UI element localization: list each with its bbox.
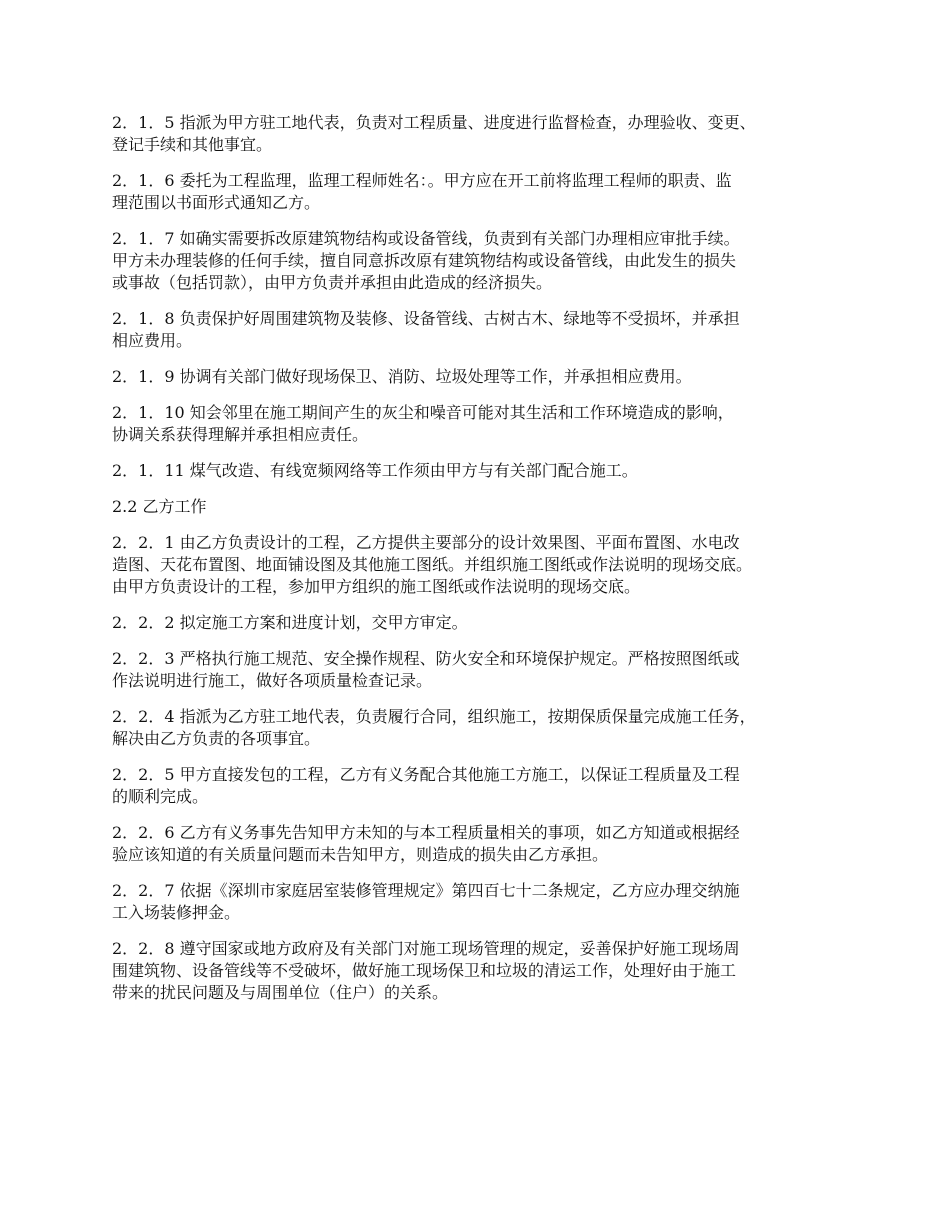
paragraph-line: 协调关系获得理解并承担相应责任。 [112, 425, 369, 444]
paragraph [112, 308, 840, 352]
paragraph-line: 或事故（包括罚款），由甲方负责并承担由此造成的经济损失。 [112, 273, 553, 292]
paragraph-line: 2．1．10 知会邻里在施工期间产生的灰尘和噪音可能对其生活和工作环境造成的影响， [112, 403, 734, 422]
paragraph [112, 938, 840, 1004]
paragraph [112, 706, 840, 750]
paragraph-line: 2．2．4 指派为乙方驻工地代表，负责履行合同，组织施工，按期保质保量完成施工任务， [112, 707, 756, 726]
paragraph [112, 612, 840, 634]
paragraph-line: 2．1．8 负责保护好周围建筑物及装修、设备管线、古树古木、绿地等不受损坏，并承担 [112, 309, 740, 328]
paragraph-line: 理范围以书面形式通知乙方。 [112, 193, 321, 212]
paragraph [112, 366, 840, 388]
paragraph-line: 相应费用。 [112, 331, 193, 350]
paragraph-line: 2．1．11 煤气改造、有线宽频网络等工作须由甲方与有关部门配合施工。 [112, 461, 638, 480]
paragraph-line: 由甲方负责设计的工程，参加甲方组织的施工图纸或作法说明的现场交底。 [112, 577, 641, 596]
paragraph-line: 解决由乙方负责的各项事宜。 [112, 729, 321, 748]
paragraph [112, 880, 840, 924]
paragraph-line: 2．2．6 乙方有义务事先告知甲方未知的与本工程质量相关的事项，如乙方知道或根据经 [112, 823, 740, 842]
paragraph-line: 的顺利完成。 [112, 787, 209, 806]
paragraph-line: 造图、天花布置图、地面铺设图及其他施工图纸。并组织施工图纸或作法说明的现场交底。 [112, 555, 753, 574]
paragraph [112, 496, 840, 518]
paragraph-line: 2．2．2 拟定施工方案和进度计划，交甲方审定。 [112, 613, 468, 632]
paragraph [112, 170, 840, 214]
paragraph-line: 带来的扰民问题及与周围单位（住户）的关系。 [112, 983, 449, 1002]
paragraph-line: 围建筑物、设备管线等不受破坏，做好施工现场保卫和垃圾的清运工作，处理好由于施工 [112, 961, 737, 980]
paragraph-line: 2．2．1 由乙方负责设计的工程，乙方提供主要部分的设计效果图、平面布置图、水电改 [112, 533, 740, 552]
paragraph [112, 228, 840, 294]
paragraph-line: 2．2．3 严格执行施工规范、安全操作规程、防火安全和环境保护规定。严格按照图纸或 [112, 649, 740, 668]
paragraph [112, 764, 840, 808]
paragraph-line: 2．1．7 如确实需要拆改原建筑物结构或设备管线，负责到有关部门办理相应审批手续。 [112, 229, 740, 248]
paragraph-line: 2.2 乙方工作 [112, 497, 207, 516]
paragraph [112, 402, 840, 446]
paragraph-line: 2．2．8 遵守国家或地方政府及有关部门对施工现场管理的规定，妥善保护好施工现场周 [112, 939, 740, 958]
paragraph-line: 验应该知道的有关质量问题而未告知甲方，则造成的损失由乙方承担。 [112, 845, 609, 864]
document-body [112, 112, 840, 1018]
paragraph [112, 648, 840, 692]
paragraph-line: 2．1．6 委托为工程监理，监理工程师姓名：。甲方应在开工前将监理工程师的职责、监 [112, 171, 732, 190]
paragraph-line: 甲方未办理装修的任何手续，擅自同意拆改原有建筑物结构或设备管线，由此发生的损失 [112, 251, 737, 270]
paragraph-line: 2．1．9 协调有关部门做好现场保卫、消防、垃圾处理等工作，并承担相应费用。 [112, 367, 692, 386]
paragraph-line: 2．1．5 指派为甲方驻工地代表，负责对工程质量、进度进行监督检查，办理验收、变更、 [112, 113, 756, 132]
paragraph-line: 登记手续和其他事宜。 [112, 135, 273, 154]
paragraph-line: 2．2．7 依据《深圳市家庭居室装修管理规定》第四百七十二条规定，乙方应办理交纳施 [112, 881, 740, 900]
paragraph-line: 作法说明进行施工，做好各项质量检查记录。 [112, 671, 433, 690]
paragraph [112, 822, 840, 866]
paragraph [112, 532, 840, 598]
paragraph-line: 工入场装修押金。 [112, 903, 241, 922]
paragraph [112, 112, 840, 156]
paragraph [112, 460, 840, 482]
paragraph-line: 2．2．5 甲方直接发包的工程，乙方有义务配合其他施工方施工，以保证工程质量及工程 [112, 765, 740, 784]
